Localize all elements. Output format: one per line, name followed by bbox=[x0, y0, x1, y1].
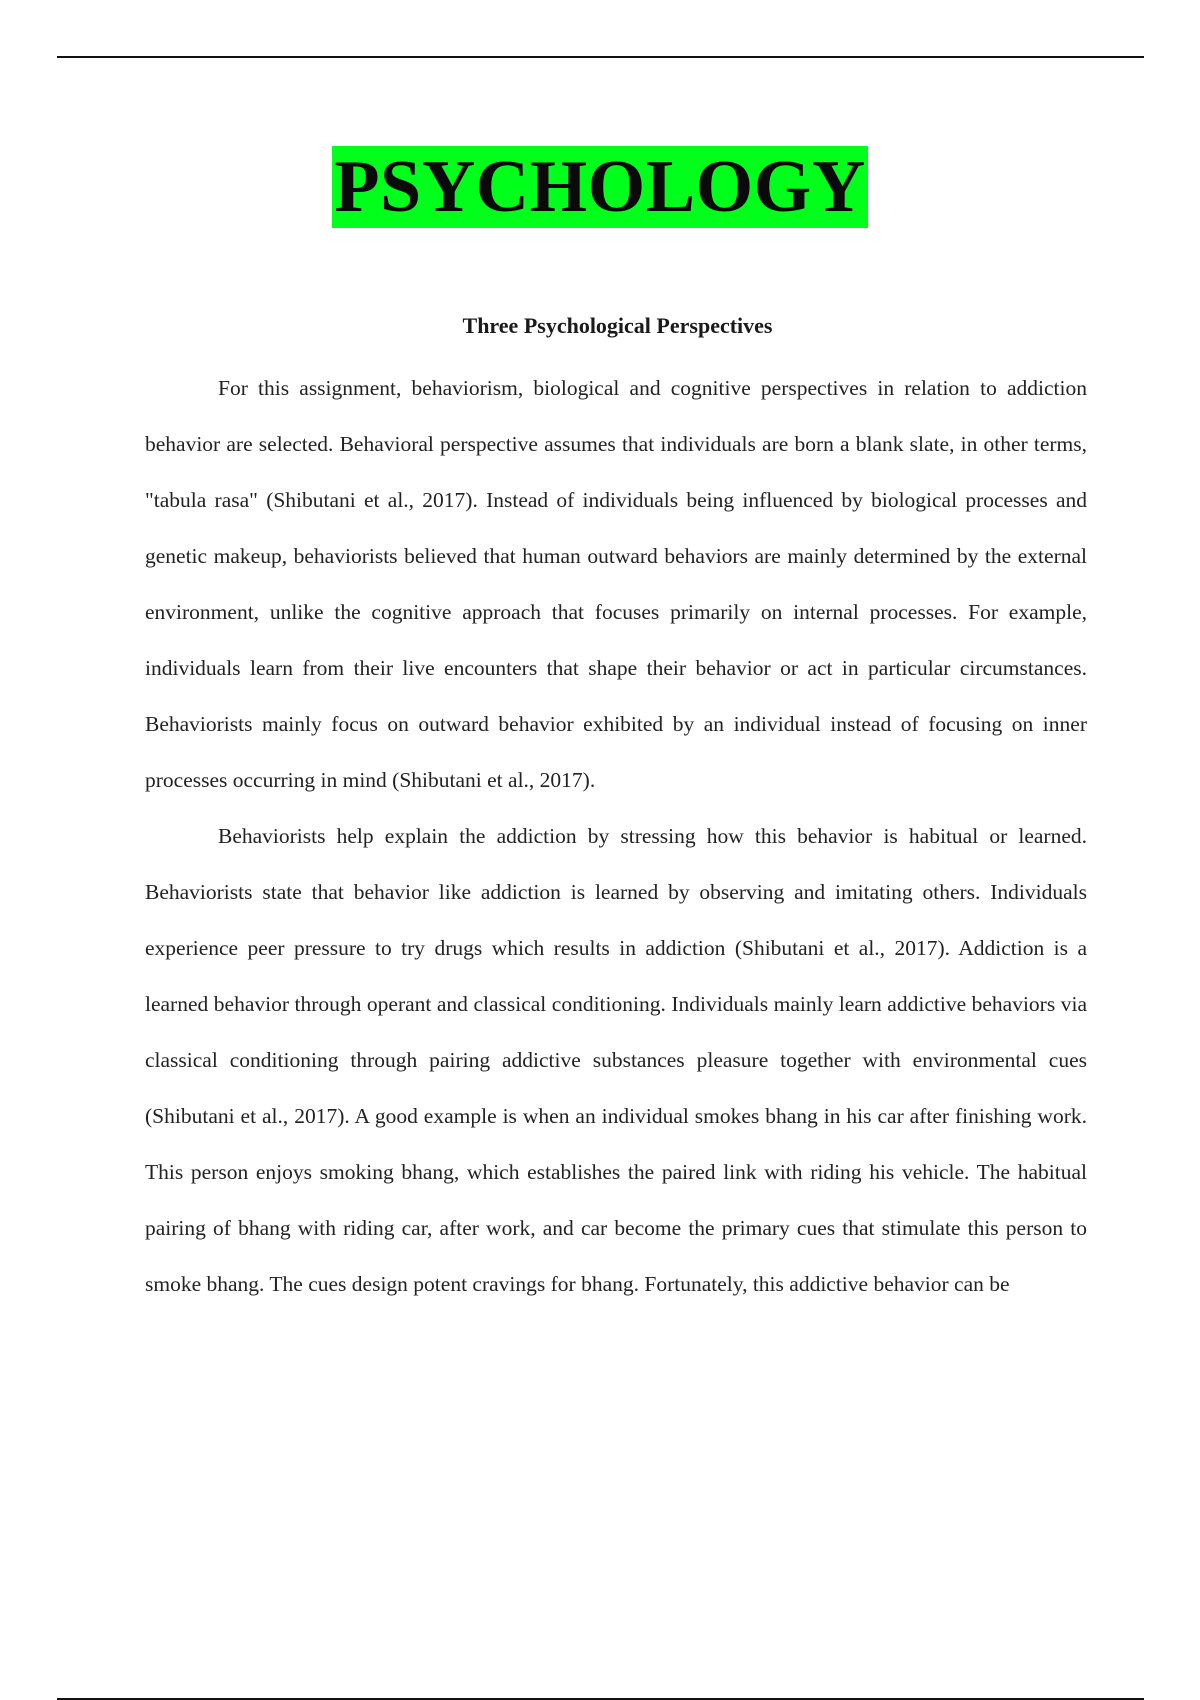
banner-container bbox=[0, 146, 1200, 228]
body-paragraph-1: For this assignment, behaviorism, biological and cognitive perspectives in relation to addiction behavior are selected. Behavioral perspective assumes that individuals are born a blank slate, in other terms, "tabula rasa" (Shibutani et al., 2017). Instead of individuals being influenced by biological processes and genetic makeup, behaviorists believed that human outward behaviors are mainly determined by the external environment, unlike the cognitive approach that focuses primarily on internal processes. For example, individuals learn from their live encounters that shape their behavior or act in particular circumstances. Behaviorists mainly focus on outward behavior exhibited by an individual instead of focusing on inner processes occurring in mind (Shibutani et al., 2017). bbox=[145, 376, 1087, 792]
document-heading: Three Psychological Perspectives bbox=[462, 313, 773, 338]
top-page-rule bbox=[57, 56, 1144, 58]
subject-banner: PSYCHOLOGY bbox=[334, 146, 866, 228]
body-paragraph-2: Behaviorists help explain the addiction by stressing how this behavior is habitual or learned. Behaviorists state that behavior like addiction is learned by observing and imitating others. Individuals experience peer pressure to try drugs which results in addiction (Shibutani et al., 2017). Addiction is a learned behavior through operant and classical conditioning. Individuals mainly learn addictive behaviors via classical conditioning through pairing addictive substances pleasure together with environmental cues (Shibutani et al., 2017). A good example is when an individual smokes bhang in his car after finishing work. This person enjoys smoking bhang, which establishes the paired link with riding his vehicle. The habitual pairing of bhang with riding car, after work, and car become the primary cues that stimulate this person to smoke bhang. The cues design potent cravings for bhang. Fortunately, this addictive behavior can be bbox=[145, 824, 1087, 1296]
document-body bbox=[145, 360, 1087, 1312]
